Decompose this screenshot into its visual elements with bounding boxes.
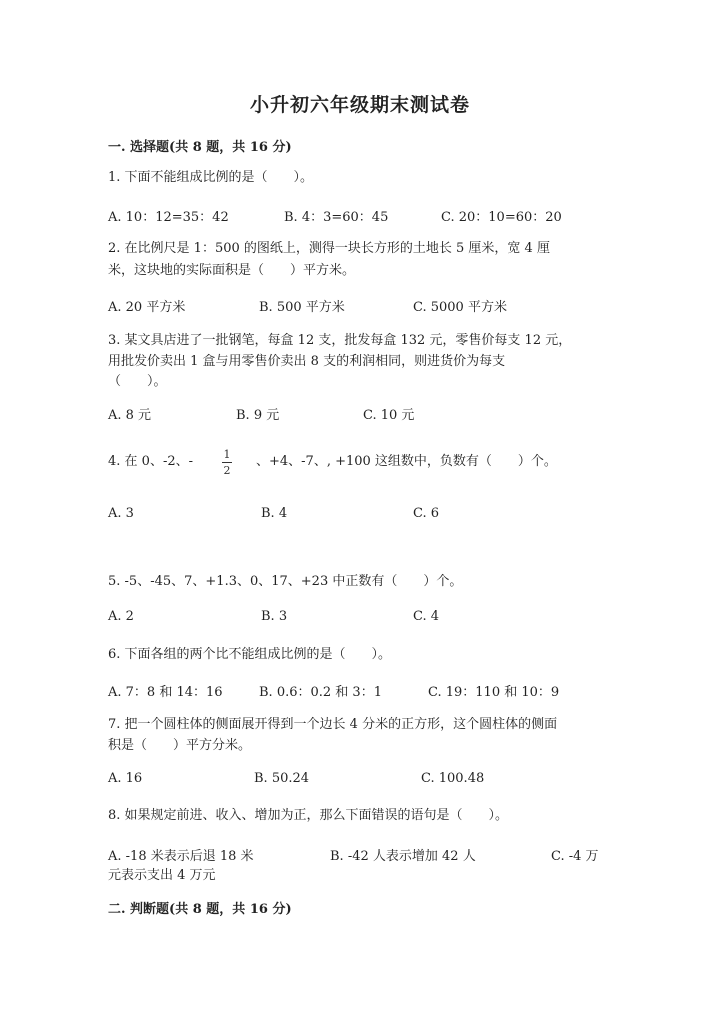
question-7-stem-line-1: 7. 把一个圆柱体的侧面展开得到一个边长 4 分米的正方形，这个圆柱体的侧面 — [108, 717, 558, 732]
question-3-option-c[interactable]: C. 10 元 — [363, 408, 415, 423]
question-4-option-c[interactable]: C. 6 — [413, 506, 440, 521]
fraction-numerator: 1 — [223, 448, 231, 461]
page-title: 小升初六年级期末测试卷 — [249, 94, 470, 116]
question-4-option-b[interactable]: B. 4 — [261, 506, 288, 521]
question-7-option-a[interactable]: A. 16 — [108, 771, 143, 786]
fraction-denominator: 2 — [223, 464, 231, 477]
question-5-option-a[interactable]: A. 2 — [108, 609, 134, 624]
question-5-option-c[interactable]: C. 4 — [413, 609, 440, 624]
question-5-stem: 5. -5、-45、7、+1.3、0、17、+23 中正数有（ ）个。 — [108, 574, 463, 589]
question-2-stem-line-2: 米，这块地的实际面积是（ ）平方米。 — [108, 263, 356, 278]
question-8-option-c-continued: 元表示支出 4 万元 — [108, 868, 216, 883]
question-1-option-a[interactable]: A. 10：12=35：42 — [108, 210, 229, 225]
question-8-option-b[interactable]: B. -42 人表示增加 42 人 — [330, 849, 476, 864]
question-3-stem-line-1: 3. 某文具店进了一批钢笔，每盒 12 支，批发每盒 132 元，零售价每支 12 元， — [108, 333, 572, 348]
question-8-option-a[interactable]: A. -18 米表示后退 18 米 — [108, 849, 254, 864]
question-2-option-a[interactable]: A. 20 平方米 — [108, 300, 186, 315]
question-7-option-c[interactable]: C. 100.48 — [421, 771, 485, 786]
question-2-option-b[interactable]: B. 500 平方米 — [259, 300, 345, 315]
question-7-stem-line-2: 积是（ ）平方分米。 — [108, 738, 252, 753]
question-6-stem: 6. 下面各组的两个比不能组成比例的是（ ）。 — [108, 647, 392, 662]
question-1-option-b[interactable]: B. 4：3=60：45 — [284, 210, 389, 225]
question-1-stem: 1. 下面不能组成比例的是（ ）。 — [108, 170, 314, 185]
question-8-option-c[interactable]: C. -4 万 — [551, 849, 599, 864]
question-4-option-a[interactable]: A. 3 — [108, 506, 134, 521]
question-3-option-a[interactable]: A. 8 元 — [108, 408, 152, 423]
question-5-option-b[interactable]: B. 3 — [261, 609, 288, 624]
question-3-stem-line-3: （ ）。 — [108, 374, 167, 389]
question-3-stem-line-2: 用批发价卖出 1 盒与用零售价卖出 8 支的利润相同，则进货价为每支 — [108, 354, 506, 369]
question-6-option-c[interactable]: C. 19：110 和 10：9 — [428, 685, 560, 700]
question-6-option-a[interactable]: A. 7：8 和 14：16 — [108, 685, 223, 700]
section-heading-judgement: 二. 判断题(共 8 题，共 16 分) — [108, 902, 292, 917]
question-2-stem-line-1: 2. 在比例尺是 1：500 的图纸上，测得一块长方形的土地长 5 厘米，宽 4 厘 — [108, 241, 550, 256]
question-2-option-c[interactable]: C. 5000 平方米 — [413, 300, 507, 315]
fraction-one-half — [221, 448, 233, 477]
fraction-bar — [222, 462, 232, 463]
question-1-option-c[interactable]: C. 20：10=60：20 — [441, 210, 562, 225]
question-4-stem-part-2: 、+4、-7、, +100 这组数中，负数有（ ）个。 — [256, 454, 557, 469]
question-3-option-b[interactable]: B. 9 元 — [236, 408, 280, 423]
question-4-stem-part-1: 4. 在 0、-2、- — [108, 454, 193, 469]
section-heading-choice: 一. 选择题(共 8 题，共 16 分) — [108, 140, 292, 155]
question-7-option-b[interactable]: B. 50.24 — [254, 771, 310, 786]
question-8-stem: 8. 如果规定前进、收入、增加为正，那么下面错误的语句是（ ）。 — [108, 808, 509, 823]
question-6-option-b[interactable]: B. 0.6：0.2 和 3：1 — [259, 685, 382, 700]
